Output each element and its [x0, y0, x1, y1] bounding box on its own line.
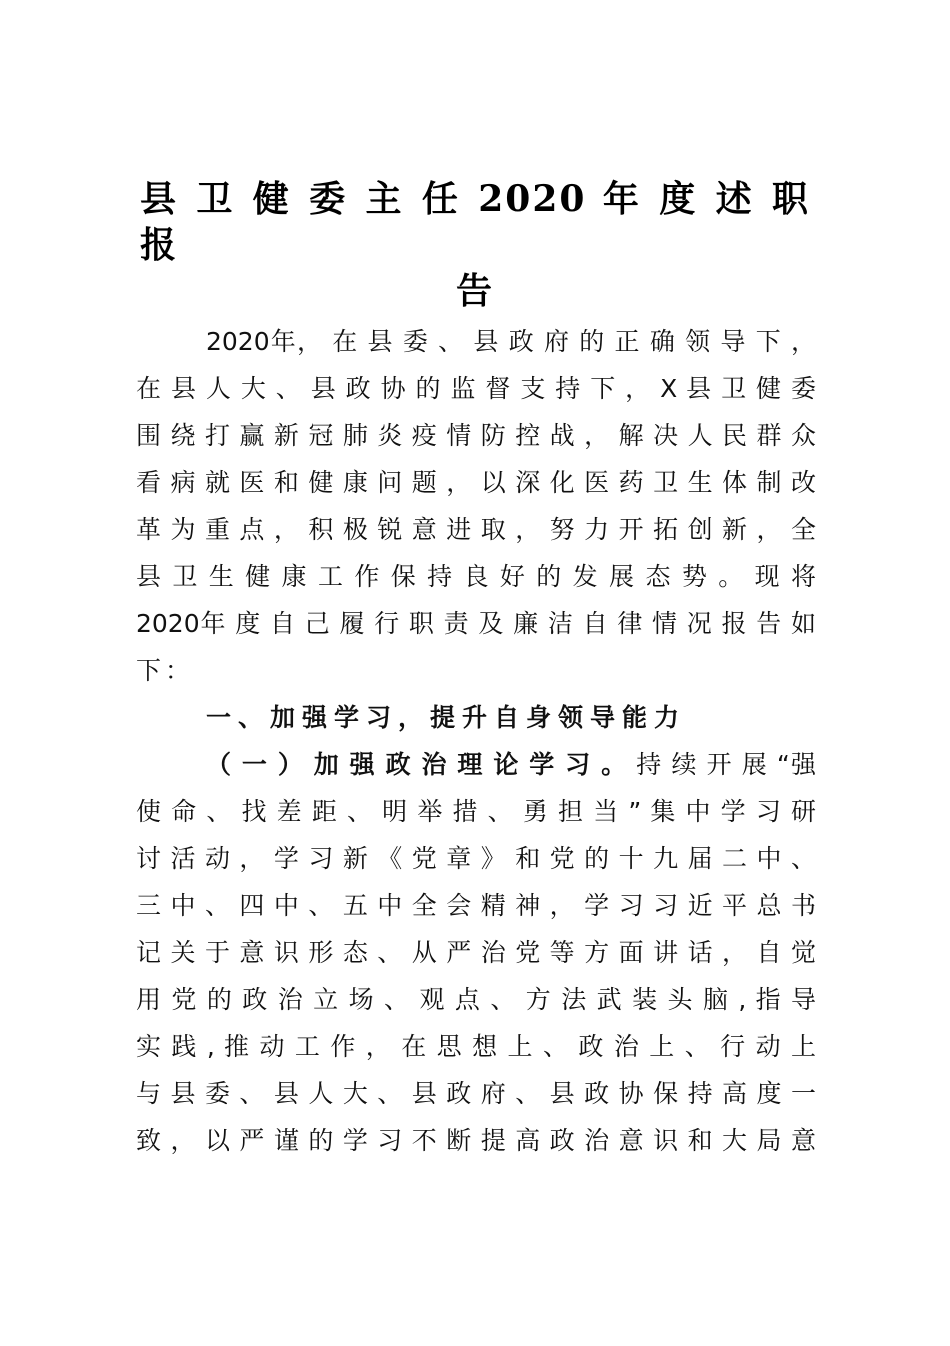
intro-line: 在 县 人 大 、 县 政 协 的 监 督 支 持 下 ， X 县 卫 健 委	[136, 374, 816, 403]
body-line: 使 命 、 找 差 距 、 明 举 措 、 勇 担 当 ” 集 中 学 习 研	[136, 797, 816, 826]
body-line: 三 中 、 四 中 、 五 中 全 会 精 神 ， 学 习 习 近 平 总 书	[136, 891, 816, 920]
document-body	[136, 318, 816, 1164]
body-line: 用 党 的 政 治 立 场 、 观 点 、 方 法 武 装 头 脑 , 指 导	[136, 985, 816, 1014]
intro-line: 县 卫 生 健 康 工 作 保 持 良 好 的 发 展 态 势 。 现 将	[136, 562, 816, 591]
intro-line: 下：	[136, 656, 195, 685]
intro-line: 看 病 就 医 和 健 康 问 题 ， 以 深 化 医 药 卫 生 体 制 改	[136, 468, 816, 497]
intro-line: 2020年 度 自 己 履 行 职 责 及 廉 洁 自 律 情 况 报 告 如	[136, 609, 816, 638]
body-line: 记 关 于 意 识 形 态 、 从 严 治 党 等 方 面 讲 话 ， 自 觉	[136, 938, 816, 967]
body-line: 讨 活 动 ， 学 习 新 《 党 章 》 和 党 的 十 九 届 二 中 、	[136, 844, 816, 873]
intro-line: 围 绕 打 赢 新 冠 肺 炎 疫 情 防 控 战 ， 解 决 人 民 群 众	[136, 421, 816, 450]
body-line: 与 县 委 、 县 人 大 、 县 政 府 、 县 政 协 保 持 高 度 一	[136, 1079, 816, 1108]
section-heading: 一、加强学习，提升自身领导能力	[206, 703, 687, 732]
document-title	[140, 176, 810, 314]
subsection-heading: （ 一 ） 加 强 政 治 理 论 学 习 。	[206, 750, 628, 779]
body-line: 实 践 , 推 动 工 作 ， 在 思 想 上 、 政 治 上 、 行 动 上	[136, 1032, 816, 1061]
intro-line: 革 为 重 点 ， 积 极 锐 意 进 取 ， 努 力 开 拓 创 新 ， 全	[136, 515, 816, 544]
subsection-first-line	[136, 741, 816, 788]
subsection-text: 持 续 开 展 “强	[636, 750, 816, 779]
title-line-2: 告	[455, 270, 494, 312]
body-line: 致 ， 以 严 谨 的 学 习 不 断 提 高 政 治 意 识 和 大 局 意	[136, 1126, 816, 1155]
intro-line: 2020年， 在 县 委 、 县 政 府 的 正 确 领 导 下 ，	[206, 327, 816, 356]
title-line-1: 县 卫 健 委 主 任 2020 年 度 述 职 报	[140, 178, 810, 266]
